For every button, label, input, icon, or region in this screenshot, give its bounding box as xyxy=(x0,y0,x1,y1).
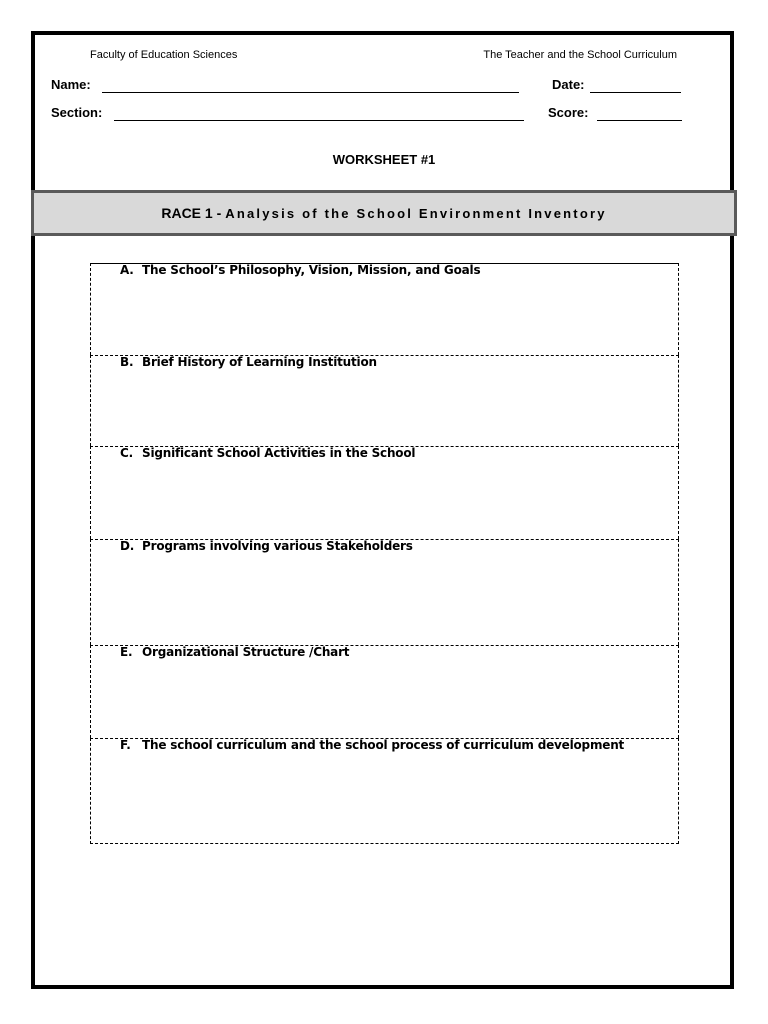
section-box-f[interactable] xyxy=(90,738,679,844)
section-label-c: C. Significant School Activities in the School xyxy=(120,446,416,460)
section-box-e[interactable] xyxy=(90,645,679,738)
section-box-c[interactable] xyxy=(90,446,679,539)
race-banner xyxy=(31,190,737,236)
section-label-b: B. Brief History of Learning Institution xyxy=(120,355,377,369)
course-header: The Teacher and the School Curriculum xyxy=(483,49,677,61)
section-box-d[interactable] xyxy=(90,539,679,645)
section-label-a: A. The School’s Philosophy, Vision, Mission, and Goals xyxy=(120,263,481,277)
section-label-f: F. The school curriculum and the school process of curriculum development xyxy=(120,738,625,752)
section-line[interactable] xyxy=(114,120,524,121)
section-label: Section: xyxy=(51,105,103,120)
date-line[interactable] xyxy=(590,92,681,93)
worksheet-title: WORKSHEET #1 xyxy=(332,152,436,167)
race-code: RACE 1 - xyxy=(161,205,222,221)
date-label: Date: xyxy=(552,77,585,92)
section-label-e: E. Organizational Structure /Chart xyxy=(120,645,350,659)
name-line[interactable] xyxy=(102,92,519,93)
section-label-d: D. Programs involving various Stakeholders xyxy=(120,539,413,553)
section-box-b[interactable] xyxy=(90,355,679,446)
race-title: Analysis of the School Environment Inventory xyxy=(225,205,607,221)
name-label: Name: xyxy=(51,77,91,92)
faculty-header: Faculty of Education Sciences xyxy=(90,49,238,61)
section-box-a[interactable] xyxy=(90,263,679,355)
score-line[interactable] xyxy=(597,120,682,121)
score-label: Score: xyxy=(548,105,589,120)
